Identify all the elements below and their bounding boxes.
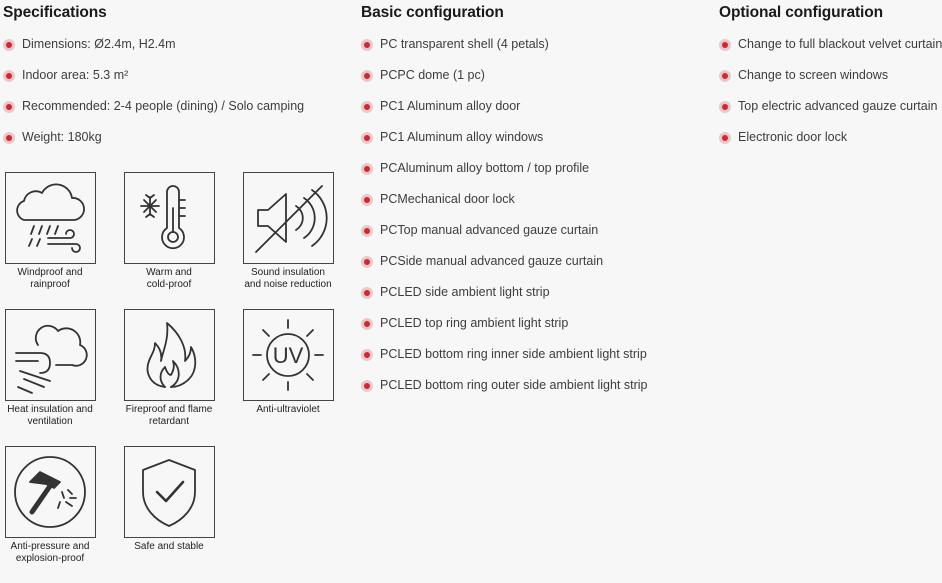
feature-caption-line2: and noise reduction (244, 279, 332, 290)
speaker-mute-icon (248, 178, 328, 258)
bullet-icon (361, 132, 373, 144)
list-item-text: PCSide manual advanced gauze curtain (380, 254, 604, 268)
list-item (361, 130, 648, 161)
list-item (3, 130, 304, 161)
feature-fireproof (109, 309, 229, 428)
bullet-icon (3, 70, 15, 82)
list-item (361, 254, 648, 285)
specifications-list (3, 37, 304, 161)
bullet-icon (361, 256, 373, 268)
list-item (361, 161, 648, 192)
list-item-text: PC1 Aluminum alloy door (380, 99, 521, 113)
feature-caption-line2: retardant (148, 416, 190, 427)
list-item (361, 68, 648, 99)
specifications-title: Specifications (3, 4, 107, 21)
bullet-icon (361, 101, 373, 113)
uv-label: UV (272, 343, 304, 368)
list-item (719, 99, 942, 130)
feature-caption-line2: rainproof (30, 279, 70, 290)
thermometer-snowflake-icon (129, 178, 209, 258)
feature-heat-insulation-ventilation (0, 309, 110, 428)
bullet-icon (361, 349, 373, 361)
cloud-rain-wind-icon (10, 178, 90, 258)
list-item-text: PC1 Aluminum alloy windows (380, 130, 544, 144)
feature-caption-line1: Safe and stable (134, 541, 204, 552)
uv-sun-icon (248, 315, 328, 395)
shield-check-icon (129, 452, 209, 532)
feature-warm-cold-proof (109, 172, 229, 291)
list-item-text: PCAluminum alloy bottom / top profile (380, 161, 590, 175)
bullet-icon (361, 194, 373, 206)
bullet-icon (3, 101, 15, 113)
optional-configuration-list (719, 37, 942, 161)
list-item-text: PCLED bottom ring outer side ambient light strip (380, 378, 648, 392)
bullet-icon (361, 287, 373, 299)
list-item-text: PCPC dome (1 pc) (380, 68, 485, 82)
feature-caption-line1: Heat insulation and (7, 404, 93, 415)
list-item-text: PCMechanical door lock (380, 192, 515, 206)
list-item-text: Electronic door lock (738, 130, 848, 144)
feature-caption-line1: Fireproof and flame (125, 404, 213, 415)
bullet-icon (361, 163, 373, 175)
list-item-text: PCLED bottom ring inner side ambient light strip (380, 347, 647, 361)
list-item-text: Change to screen windows (738, 68, 889, 82)
list-item (361, 99, 648, 130)
list-item-text: PCLED top ring ambient light strip (380, 316, 569, 330)
feature-anti-pressure (0, 446, 110, 565)
list-item (719, 37, 942, 68)
list-item (361, 285, 648, 316)
basic-configuration-title: Basic configuration (361, 4, 504, 21)
list-item-text: PC transparent shell (4 petals) (380, 37, 549, 51)
bullet-icon (361, 318, 373, 330)
bullet-icon (719, 101, 731, 113)
list-item-text: PCTop manual advanced gauze curtain (380, 223, 599, 237)
feature-caption-line1: Warm and (146, 267, 192, 278)
list-item-text: Top electric advanced gauze curtain (738, 99, 938, 113)
bullet-icon (361, 380, 373, 392)
feature-windproof-rainproof (0, 172, 110, 291)
list-item (361, 37, 648, 68)
list-item-text: Change to full blackout velvet curtain (738, 37, 942, 51)
list-item (361, 316, 648, 347)
list-item-text: Dimensions: Ø2.4m, H2.4m (22, 37, 176, 51)
list-item-text: Indoor area: 5.3 m² (22, 68, 129, 82)
bullet-icon (361, 39, 373, 51)
feature-caption-line2: explosion-proof (15, 553, 85, 564)
list-item-text: Weight: 180kg (22, 130, 102, 144)
feature-caption-line2: ventilation (27, 416, 73, 427)
bullet-icon (3, 132, 15, 144)
feature-caption-line1: Anti-pressure and (10, 541, 90, 552)
list-item (719, 130, 942, 161)
feature-safe-stable (109, 446, 229, 553)
bullet-icon (719, 70, 731, 82)
feature-anti-ultraviolet (228, 309, 348, 416)
bullet-icon (719, 39, 731, 51)
list-item-text: Recommended: 2-4 people (dining) / Solo camping (22, 99, 305, 113)
basic-configuration-list (361, 37, 648, 409)
bullet-icon (719, 132, 731, 144)
feature-caption-line1: Sound insulation (251, 267, 325, 278)
hammer-icon (10, 452, 90, 532)
feature-caption-line1: Anti-ultraviolet (256, 404, 320, 415)
bullet-icon (3, 39, 15, 51)
list-item-text: PCLED side ambient light strip (380, 285, 550, 299)
flame-icon (129, 315, 209, 395)
list-item (361, 378, 648, 409)
bullet-icon (361, 70, 373, 82)
list-item (3, 68, 304, 99)
list-item (361, 192, 648, 223)
list-item (3, 37, 304, 68)
feature-caption-line2: cold-proof (146, 279, 192, 290)
bullet-icon (361, 225, 373, 237)
list-item (719, 68, 942, 99)
cloud-wind-icon (10, 315, 90, 395)
list-item (361, 347, 648, 378)
list-item (3, 99, 304, 130)
list-item (361, 223, 648, 254)
optional-configuration-title: Optional configuration (719, 4, 883, 21)
feature-sound-insulation (228, 172, 348, 291)
feature-caption-line1: Windproof and (17, 267, 83, 278)
